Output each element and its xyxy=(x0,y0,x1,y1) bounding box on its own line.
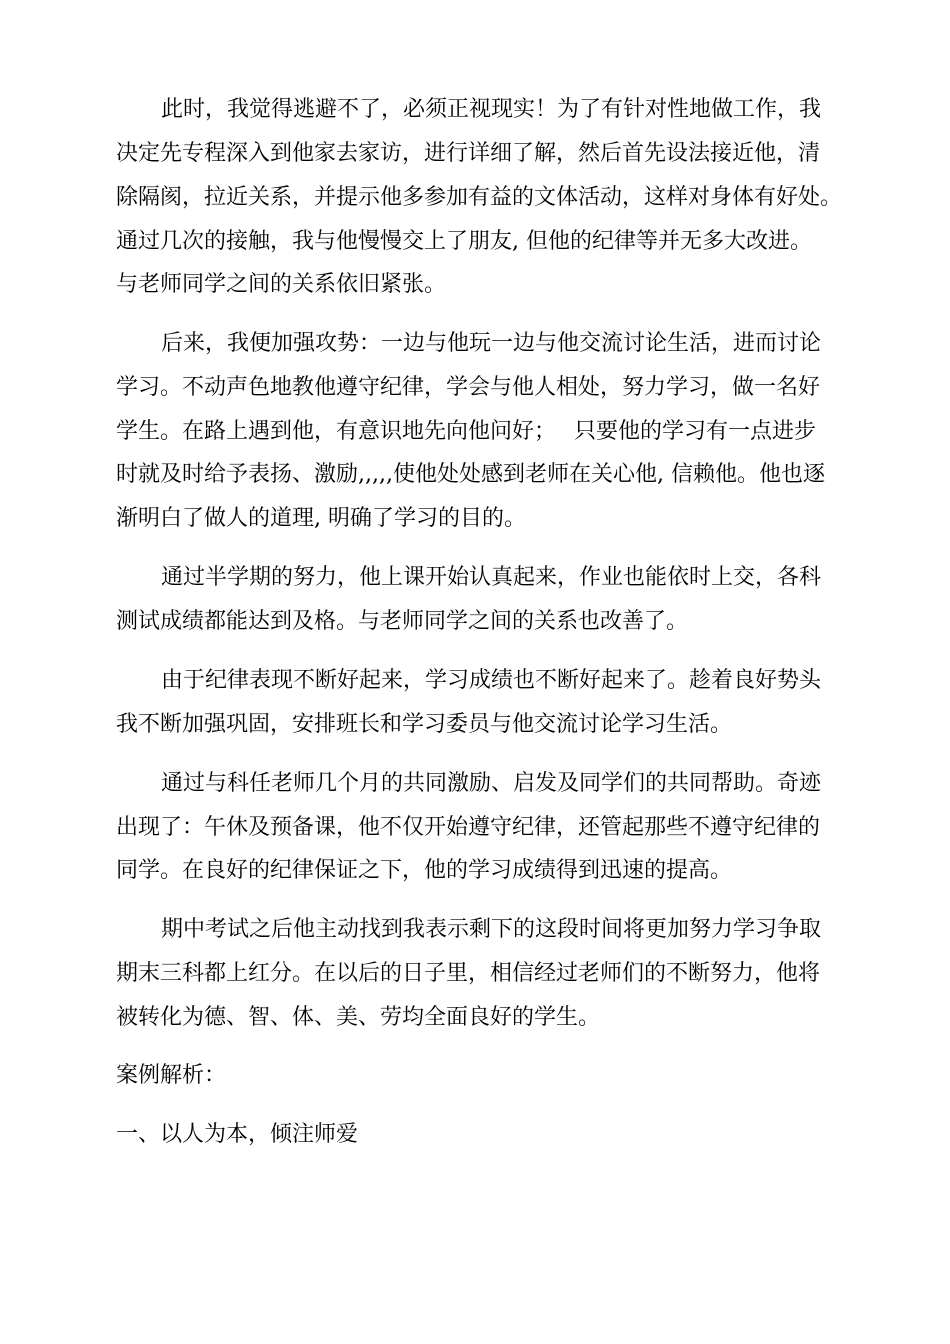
text-line: 学习。不动声色地教他遵守纪律，学会与他人相处，努力学习，做一名好 xyxy=(116,375,821,400)
text-line: 通过与科任老师几个月的共同激励、启发及同学们的共同帮助。奇迹 xyxy=(161,771,822,796)
text-line: 期末三科都上红分。在以后的日子里，相信经过老师们的不断努力，他将 xyxy=(116,961,821,986)
text-line: 后来，我便加强攻势：一边与他玩一边与他交流讨论生活，进而讨论 xyxy=(161,331,822,356)
text-line: 我不断加强巩固，安排班长和学习委员与他交流讨论学习生活。 xyxy=(116,712,733,737)
text-line: 渐明白了做人的道理, 明确了学习的目的。 xyxy=(116,506,526,531)
text-line: 由于纪律表现不断好起来，学习成绩也不断好起来了。趁着良好势头 xyxy=(161,668,822,693)
text-line: 出现了：午休及预备课，他不仅开始遵守纪律，还管起那些不遵守纪律的 xyxy=(116,815,821,840)
section-heading: 案例解析： xyxy=(116,1063,227,1088)
text-line: 同学。在良好的纪律保证之下，他的学习成绩得到迅速的提高。 xyxy=(116,858,733,883)
text-line: 通过半学期的努力，他上课开始认真起来，作业也能依时上交，各科 xyxy=(161,565,822,590)
text-line: 学生。在路上遇到他，有意识地先向他问好； 只要他的学习有一点进步 xyxy=(116,419,816,444)
text-line: 时就及时给予表扬、激励,,,,,使他处处感到老师在关心他, 信赖他。他也逐 xyxy=(116,462,825,487)
text-line: 此时，我觉得逃避不了，必须正视现实！为了有针对性地做工作，我 xyxy=(161,97,822,122)
text-line: 通过几次的接触，我与他慢慢交上了朋友, 但他的纪律等并无多大改进。 xyxy=(116,229,812,254)
text-line: 决定先专程深入到他家去家访，进行详细了解，然后首先设法接近他，清 xyxy=(116,141,821,166)
subsection-heading: 一、以人为本，倾注师爱 xyxy=(116,1122,359,1147)
text-line: 期中考试之后他主动找到我表示剩下的这段时间将更加努力学习争取 xyxy=(161,917,822,942)
text-line: 被转化为德、智、体、美、劳均全面良好的学生。 xyxy=(116,1005,601,1030)
text-line: 除隔阂，拉近关系，并提示他多参加有益的文体活动，这样对身体有好处。 xyxy=(116,185,843,210)
text-line: 测试成绩都能达到及格。与老师同学之间的关系也改善了。 xyxy=(116,609,689,634)
text-line: 与老师同学之间的关系依旧紧张。 xyxy=(116,272,447,297)
